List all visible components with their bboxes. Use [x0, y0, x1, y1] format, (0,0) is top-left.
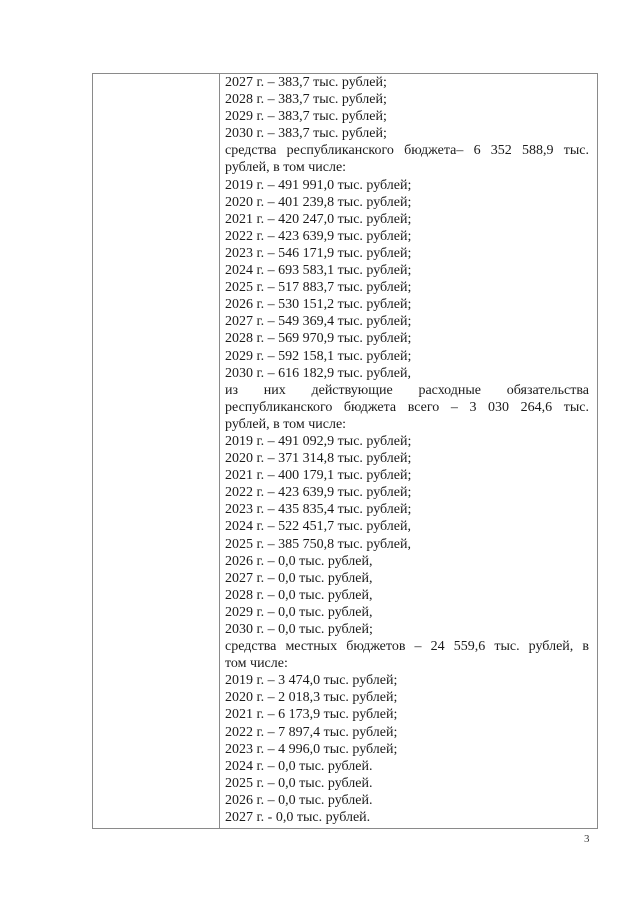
text-line: 2021 г. – 420 247,0 тыс. рублей; [225, 211, 412, 227]
text-line: 2020 г. – 401 239,8 тыс. рублей; [225, 194, 412, 210]
text-line: 2030 г. – 383,7 тыс. рублей; [225, 126, 387, 142]
text-line: рублей, в том числе: [225, 160, 347, 176]
text-line: 2030 г. – 0,0 тыс. рублей; [225, 622, 373, 637]
text-line: 2019 г. – 3 474,0 тыс. рублей; [225, 673, 398, 689]
text-line: 2024 г. – 522 451,7 тыс. рублей, [225, 519, 411, 535]
text-line: 2019 г. – 491 092,9 тыс. рублей; [225, 433, 412, 449]
text-line: 2026 г. – 530 151,2 тыс. рублей; [225, 297, 412, 313]
text-line: 2024 г. – 0,0 тыс. рублей. [225, 758, 373, 774]
text-line: 2028 г. – 0,0 тыс. рублей, [225, 587, 373, 603]
text-line: 2026 г. – 0,0 тыс. рублей. [225, 792, 373, 808]
text-line: 2019 г. – 491 991,0 тыс. рублей; [225, 177, 412, 193]
text-line: 2029 г. – 383,7 тыс. рублей; [225, 109, 387, 125]
text-line: 2030 г. – 616 182,9 тыс. рублей, [225, 365, 411, 381]
text-line: 2024 г. – 693 583,1 тыс. рублей; [225, 263, 412, 279]
text-line: 2029 г. – 592 158,1 тыс. рублей; [225, 348, 412, 364]
text-line: 2021 г. – 400 179,1 тыс. рублей; [225, 468, 412, 484]
text-line: 2023 г. – 4 996,0 тыс. рублей; [225, 741, 398, 757]
text-line: 2023 г. – 435 835,4 тыс. рублей; [225, 502, 412, 518]
text-line: том числе: [225, 656, 288, 672]
text-line: 2020 г. – 371 314,8 тыс. рублей; [225, 451, 412, 467]
text-line: 2028 г. – 383,7 тыс. рублей; [225, 92, 387, 108]
text-line: 2022 г. – 7 897,4 тыс. рублей; [225, 724, 398, 740]
text-line: средства республиканского бюджета– 6 352 588,9 тыс. [225, 143, 589, 159]
text-line: 2021 г. – 6 173,9 тыс. рублей; [225, 707, 398, 723]
text-line: 2022 г. – 423 639,9 тыс. рублей; [225, 228, 412, 244]
text-line: 2025 г. – 385 750,8 тыс. рублей, [225, 536, 411, 552]
text-line: 2025 г. – 0,0 тыс. рублей. [225, 775, 373, 791]
text-line: 2028 г. – 569 970,9 тыс. рублей; [225, 331, 412, 347]
text-line: 2020 г. – 2 018,3 тыс. рублей; [225, 690, 398, 706]
text-line: 2025 г. – 517 883,7 тыс. рублей; [225, 280, 412, 296]
funding-text-cell [225, 74, 589, 826]
page-number: 3 [584, 833, 590, 845]
column-divider [219, 73, 220, 829]
text-line: 2023 г. – 546 171,9 тыс. рублей; [225, 245, 412, 261]
text-line: из них действующие расходные обязательства [225, 382, 589, 398]
text-line: 2027 г. – 549 369,4 тыс. рублей; [225, 314, 412, 330]
text-line: 2026 г. – 0,0 тыс. рублей, [225, 553, 373, 569]
text-line: 2027 г. – 0,0 тыс. рублей, [225, 570, 373, 586]
text-line: 2027 г. - 0,0 тыс. рублей. [225, 810, 371, 826]
text-line: 2027 г. – 383,7 тыс. рублей; [225, 75, 387, 90]
text-line: средства местных бюджетов – 24 559,6 тыс. рублей, в [225, 639, 589, 655]
text-line: 2022 г. – 423 639,9 тыс. рублей; [225, 485, 412, 501]
text-line: рублей, в том числе: [225, 416, 347, 432]
text-line: республиканского бюджета всего – 3 030 264,6 тыс. [225, 399, 589, 415]
text-line: 2029 г. – 0,0 тыс. рублей, [225, 604, 373, 620]
